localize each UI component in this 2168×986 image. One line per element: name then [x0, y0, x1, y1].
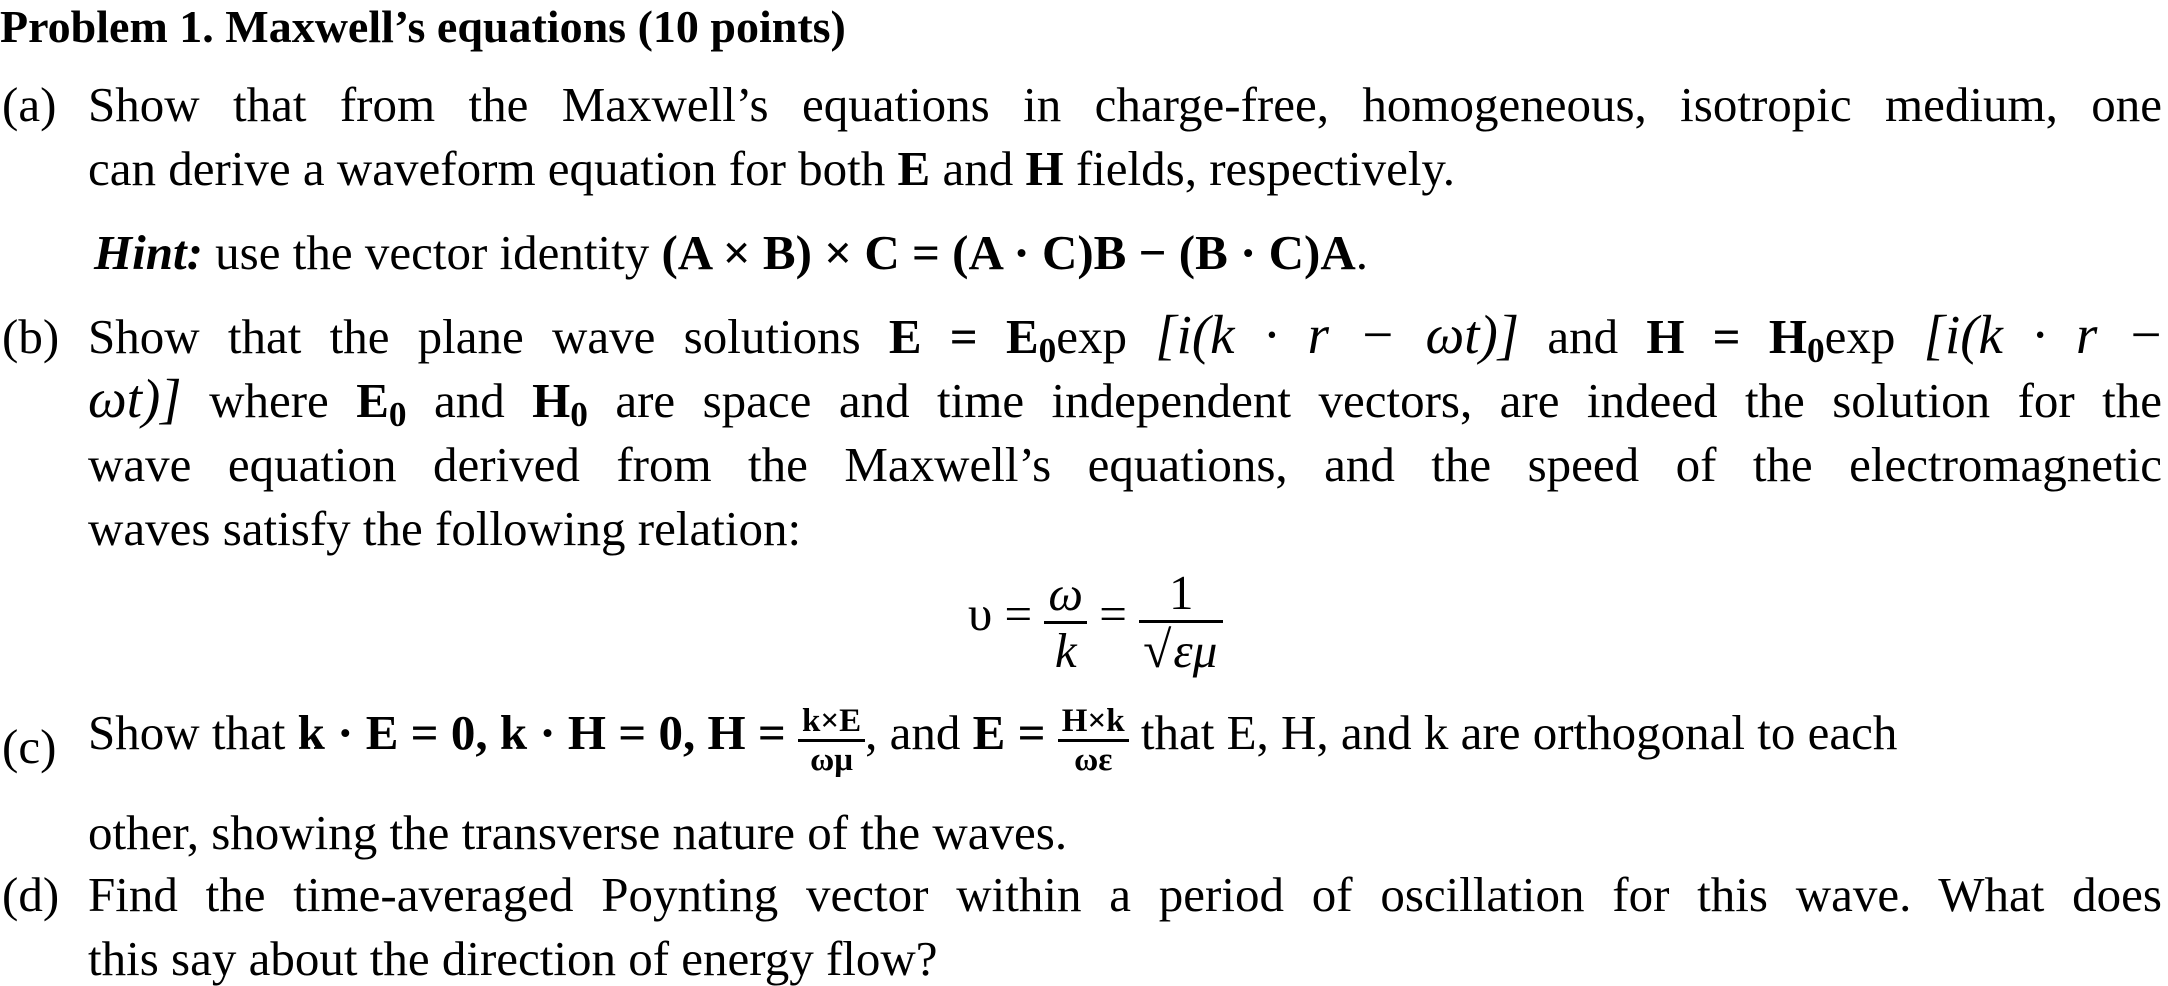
- orthogonality-conditions: k · E = 0, k · H = 0, H =: [297, 705, 786, 761]
- hint-text: use the vector identity: [215, 225, 650, 280]
- part-b-line-1: [88, 304, 2165, 370]
- e-equals: E =: [972, 705, 1046, 761]
- part-d-line-1: Find the time-averaged Poynting vector within a period of oscillation for this wave. What does: [88, 867, 2162, 922]
- part-a-and: and: [942, 141, 1014, 196]
- part-c-line-1: [88, 700, 1897, 776]
- h-phase-end: ωt)]: [88, 368, 182, 429]
- part-c-label: (c): [2, 719, 57, 774]
- field-E: E: [897, 141, 931, 196]
- omega-over-k: $\frac{\omega}{k}$: [1044, 567, 1087, 678]
- part-c-pre: Show that: [88, 705, 286, 761]
- eq-mid: =: [1099, 586, 1127, 641]
- part-b-label: (b): [2, 309, 60, 364]
- vector-identity: (A × B) × C = (A · C)B − (B · C)A: [661, 225, 1356, 280]
- part-b-and: and: [1547, 309, 1619, 364]
- h-phase-start: [i(k · r −: [1923, 304, 2165, 365]
- e-solution: $E = E_0$: [888, 309, 1057, 370]
- part-b-line-2: [88, 368, 2163, 434]
- hint-label: Hint:: [94, 225, 203, 280]
- h-solution: $H = H_0$: [1646, 309, 1825, 370]
- eq-lhs: υ =: [968, 586, 1033, 641]
- part-c-line-2: other, showing the transverse nature of the waves.: [88, 805, 1068, 860]
- part-b-line-3: wave equation derived from the Maxwell’s equations, and the speed of the electromagnetic: [88, 437, 2162, 492]
- part-b-where: where: [209, 373, 329, 428]
- hint-period: .: [1355, 225, 1368, 280]
- part-b-and-2: and: [433, 373, 505, 428]
- h-fraction: $\frac{k\times E}{\omega\mu}$: [798, 703, 865, 779]
- part-d-label: (d): [2, 867, 60, 922]
- E0: $E_0$: [356, 373, 407, 434]
- e-phase: [i(k · r − ωt)]: [1155, 304, 1520, 365]
- part-c-mid: , and: [865, 705, 961, 761]
- problem-title: Problem 1. Maxwell’s equations (10 points): [0, 1, 846, 52]
- part-a-line-2-post: fields, respectively.: [1075, 141, 1455, 196]
- e-fraction: $\frac{H\times k}{\omega\varepsilon}$: [1058, 703, 1129, 779]
- speed-relation-equation: [968, 562, 1223, 679]
- field-H: H: [1025, 141, 1064, 196]
- exp-1: exp: [1056, 309, 1128, 364]
- part-b-line-2-post: are space and time independent vectors, are indeed the solution for the: [615, 373, 2163, 428]
- part-d-line-2: this say about the direction of energy flow?: [88, 931, 938, 986]
- part-b-line-1-pre: Show that the plane wave solutions: [88, 309, 861, 364]
- one-over-sqrt-eps-mu: $\frac{1}{√\varepsilon\mu}$: [1139, 566, 1223, 679]
- part-a-label: (a): [2, 77, 57, 132]
- part-a-line-2-pre: can derive a waveform equation for both: [88, 141, 886, 196]
- part-c-post: that E, H, and k are orthogonal to each: [1140, 705, 1898, 761]
- part-a-line-1: Show that from the Maxwell’s equations in charge-free, homogeneous, isotropic medium, one: [88, 77, 2162, 132]
- part-a-line-2: [88, 141, 1455, 196]
- H0: $H_0$: [532, 373, 588, 434]
- part-a-hint: [94, 225, 1368, 280]
- part-b-line-4: waves satisfy the following relation:: [88, 501, 802, 556]
- exp-2: exp: [1824, 309, 1896, 364]
